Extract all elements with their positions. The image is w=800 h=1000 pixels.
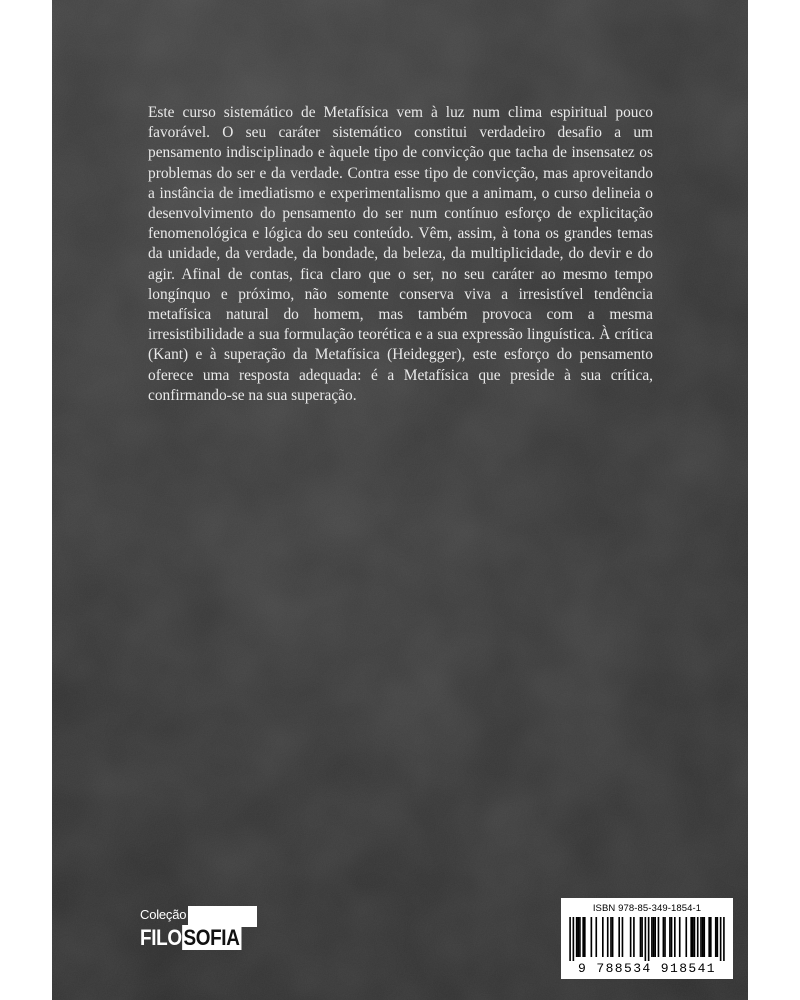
barcode-bar bbox=[658, 917, 660, 957]
barcode-bar bbox=[607, 917, 609, 957]
barcode-bar bbox=[723, 917, 725, 961]
barcode-bar bbox=[674, 917, 676, 957]
barcode-bar bbox=[669, 917, 671, 957]
barcode-bar bbox=[622, 917, 624, 957]
barcode-bar bbox=[720, 917, 722, 961]
isbn-label: ISBN 978-85-349-1854-1 bbox=[592, 903, 702, 914]
barcode-bar bbox=[591, 917, 593, 957]
barcode-bar bbox=[692, 917, 694, 957]
barcode-bar bbox=[710, 917, 712, 957]
logo-word-part2: SOFIA bbox=[183, 925, 240, 950]
barcode-bar bbox=[703, 917, 705, 957]
back-cover-blurb: Este curso sistemático de Metafísica vem à luz num clima espiritual pouco favorável. O seu caráter sistemático constitui verdadeiro desafio a um pensamento indisciplinado e àquele tipo de convicção que tacha de insensatez os problemas do ser e da verdade. Contra esse tipo de convicção, mas aproveitando a instância de imediatismo e experimentalismo que a animam, o curso delineia o desenvolvimento do pensamento do ser num contínuo esforço de explicitação fenomenológica e lógica do seu conteúdo. Vêm, assim, à tona os grandes temas da unidade, da verdade, da bondade, da beleza, da multiplicidade, do devir e do agir. Afinal de contas, fica claro que o ser, no seu caráter ao mesmo tempo longínquo e próximo, não somente conserva viva a irresistível tendência metafísica natural do homem, mas também provoca com a mesma irresistibilidade a sua formulação teorética e a sua expressão linguística. À crítica (Kant) e à superação da Metafísica (Heidegger), este esforço do pensamento oferece uma resposta adequada: é a Metafísica que preside à sua crítica, confirmando-se na sua superação. bbox=[148, 104, 653, 404]
logo-word-part1: FILO bbox=[140, 925, 182, 950]
barcode-bar bbox=[715, 917, 717, 957]
logo-white-block bbox=[188, 906, 257, 927]
barcode-bar bbox=[663, 917, 665, 957]
barcode-bar bbox=[694, 917, 696, 957]
barcode-bar bbox=[577, 917, 579, 957]
barcode-bar bbox=[610, 917, 612, 957]
barcode-bar bbox=[641, 917, 643, 957]
barcode-bar bbox=[595, 917, 597, 957]
barcode-bar bbox=[582, 917, 584, 957]
barcode-bar bbox=[664, 917, 666, 957]
logo-wordmark bbox=[140, 925, 241, 951]
collection-logo bbox=[140, 906, 258, 952]
logo-prefix: Coleção bbox=[140, 907, 187, 922]
barcode-bar bbox=[573, 917, 575, 961]
barcode-digits: 9 788534 918541 bbox=[577, 961, 717, 976]
barcode-bar bbox=[648, 917, 650, 961]
barcode-bar bbox=[579, 917, 581, 957]
barcode-bar bbox=[640, 917, 642, 957]
barcode-bar bbox=[584, 917, 586, 957]
barcode-bar bbox=[697, 917, 699, 957]
barcode-bar bbox=[576, 917, 578, 957]
barcode-bar bbox=[654, 917, 656, 957]
barcode-bar bbox=[653, 917, 655, 957]
barcode-bar bbox=[717, 917, 719, 957]
barcode-bar bbox=[618, 917, 620, 957]
barcode-bar bbox=[612, 917, 614, 957]
barcode-bar bbox=[645, 917, 647, 961]
barcode-bar bbox=[630, 917, 632, 957]
barcode-bar bbox=[700, 917, 702, 957]
barcode-bar bbox=[685, 917, 687, 957]
barcode-bar bbox=[569, 917, 571, 961]
barcode-bar bbox=[602, 917, 604, 957]
barcode-bar bbox=[633, 917, 635, 957]
barcode-bars bbox=[566, 917, 728, 961]
barcode-bar bbox=[690, 917, 692, 957]
barcode-bar bbox=[671, 917, 673, 957]
barcode-bar bbox=[651, 917, 653, 957]
barcode-bar bbox=[702, 917, 704, 957]
isbn-barcode bbox=[561, 898, 733, 979]
barcode-bar bbox=[679, 917, 681, 957]
barcode-bar bbox=[708, 917, 710, 957]
back-cover bbox=[52, 0, 748, 1000]
